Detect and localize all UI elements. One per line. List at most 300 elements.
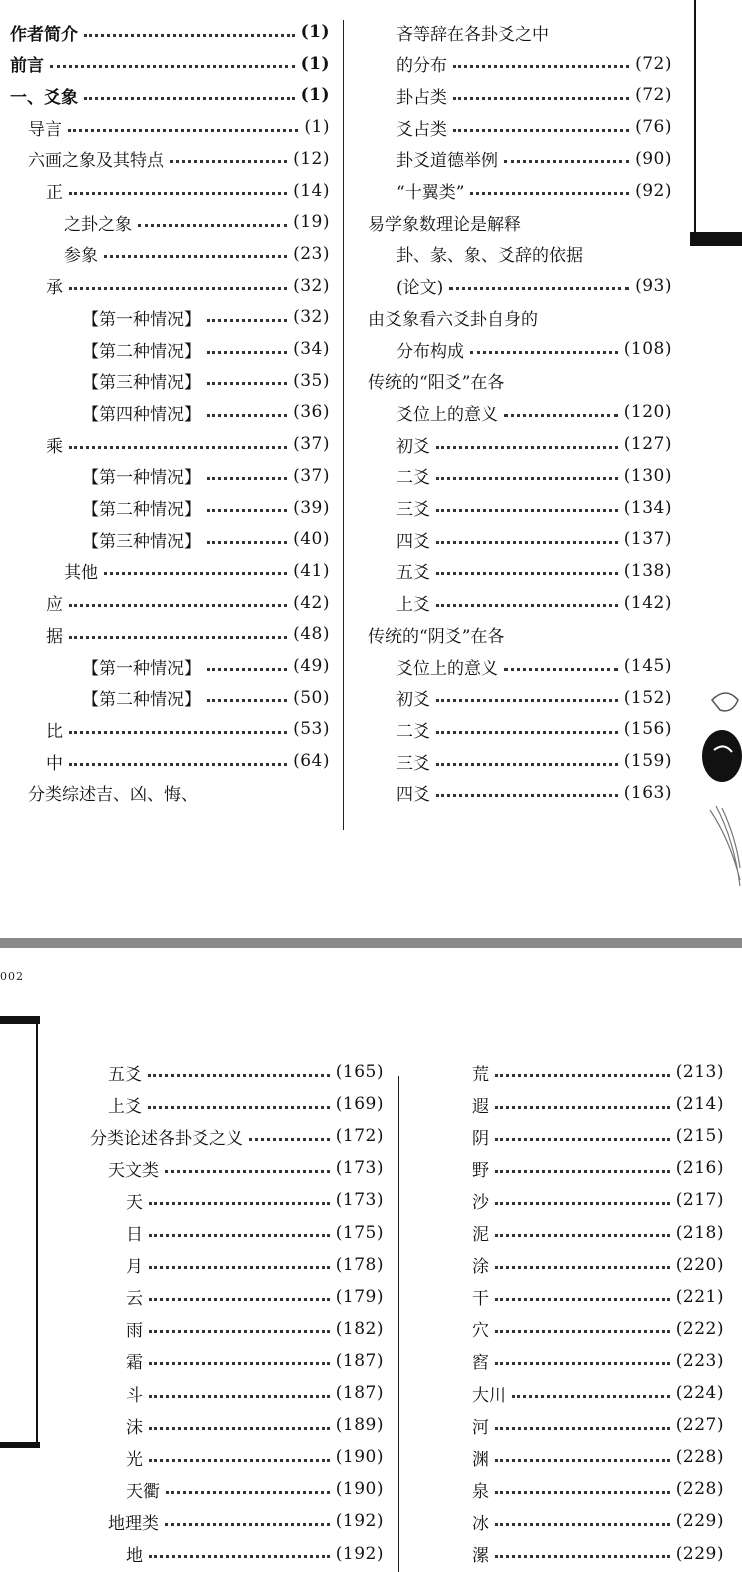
toc-entry: [82, 650, 330, 682]
toc-entry: [396, 270, 672, 302]
toc-dot-leader: [207, 319, 287, 322]
toc-entry-page: (42): [293, 592, 330, 613]
toc-entry: [46, 713, 330, 745]
toc-dot-leader: [495, 1298, 670, 1301]
toc-entry-title: 【第四种情况】: [82, 404, 201, 425]
toc-entry-page: (137): [623, 529, 672, 550]
toc-entry-title: 漯: [472, 1546, 489, 1566]
toc-entry-title: 沫: [126, 1417, 143, 1438]
toc-entry-title: 四爻: [396, 531, 430, 552]
toc-entry: [10, 16, 330, 48]
toc-entry: [46, 618, 330, 650]
toc-dot-leader: [84, 34, 295, 37]
toc-entry-page: (108): [623, 339, 672, 359]
toc-entry-page: (216): [675, 1158, 724, 1179]
toc-entry-title: 据: [46, 626, 63, 647]
toc-entry: [64, 555, 330, 587]
toc-dot-leader: [436, 541, 618, 544]
toc-dot-leader: [50, 65, 295, 68]
toc-dot-leader: [69, 731, 287, 734]
toc-entry-title: 【第二种情况】: [82, 690, 201, 711]
toc-dot-leader: [148, 1106, 330, 1109]
toc-entry: [46, 270, 330, 302]
toc-entry-title: 由爻象看六爻卦自身的: [368, 309, 538, 330]
toc-dot-leader: [84, 97, 295, 100]
toc-dot-leader: [453, 97, 629, 100]
toc-dot-leader: [207, 541, 287, 544]
toc-entry-page: (156): [623, 719, 672, 740]
toc-entry-title: 霜: [126, 1353, 143, 1374]
toc-dot-leader: [207, 414, 287, 417]
toc-entry-page: (173): [335, 1190, 384, 1211]
toc-entry: [10, 79, 330, 111]
toc-entry-page: (90): [635, 148, 672, 169]
toc-entry-page: (165): [335, 1062, 384, 1082]
toc-entry-title: 大川: [472, 1385, 506, 1406]
toc-entry-title: 一、爻象: [10, 87, 78, 108]
toc-dot-leader: [495, 1555, 670, 1558]
toc-entry: [10, 48, 330, 80]
toc-entry-page: (190): [335, 1479, 384, 1500]
toc-entry: [472, 1120, 724, 1152]
toc-dot-leader: [165, 1170, 330, 1173]
toc-dot-leader: [495, 1330, 670, 1333]
toc-entry: [396, 555, 672, 587]
toc-entry-title: 三爻: [396, 500, 430, 520]
toc-dot-leader: [436, 446, 618, 449]
toc-entry-title: 二爻: [396, 468, 430, 489]
toc-entry-title: 【第一种情况】: [82, 658, 201, 679]
toc-dot-leader: [495, 1106, 670, 1109]
toc-entry-title: 卦爻道德举例: [396, 151, 498, 172]
toc-entry-page: (32): [293, 275, 330, 296]
toc-entry-page: (39): [293, 497, 330, 518]
toc-entry-title: 野: [472, 1160, 489, 1181]
toc-entry-title: 中: [46, 753, 63, 774]
toc-entry-page: (221): [675, 1286, 724, 1307]
toc-entry-title: 【第三种情况】: [82, 373, 201, 394]
toc-entry-page: (229): [675, 1511, 724, 1532]
toc-entry-page: (23): [293, 243, 330, 264]
toc-dot-leader: [166, 1491, 330, 1494]
toc-entry-page: (72): [635, 53, 672, 74]
toc-entry-page: (36): [293, 402, 330, 423]
toc-dot-leader: [495, 1202, 670, 1205]
toc-entry: [472, 1056, 724, 1088]
toc-entry-title: 四爻: [396, 785, 430, 806]
toc-entry-title: (论文): [396, 278, 444, 299]
toc-entry-page: (173): [335, 1158, 384, 1179]
toc-entry-page: (192): [335, 1511, 384, 1532]
toc-entry: [126, 1473, 384, 1505]
toc-entry: [82, 492, 330, 524]
toc-dot-leader: [207, 351, 287, 354]
toc-entry: [472, 1281, 724, 1313]
toc-entry-title: 天衢: [126, 1481, 160, 1502]
toc-entry-page: (229): [675, 1543, 724, 1564]
toc-entry: [472, 1249, 724, 1281]
toc-entry: [126, 1538, 384, 1570]
toc-dot-leader: [149, 1395, 330, 1398]
toc-entry-page: (159): [623, 751, 672, 772]
toc-entry-title: 涂: [472, 1257, 489, 1278]
toc-dot-leader: [470, 192, 629, 195]
toc-entry: [64, 206, 330, 238]
toc-dot-leader: [68, 129, 298, 132]
toc-dot-leader: [453, 65, 629, 68]
side-frame-top: [0, 1016, 40, 1024]
toc-entry-page: (218): [675, 1222, 724, 1243]
toc-dot-leader: [148, 1074, 330, 1077]
toc-entry-title: 荒: [472, 1064, 489, 1085]
toc-dot-leader: [495, 1523, 670, 1526]
toc-entry: [472, 1088, 724, 1120]
toc-entry: [108, 1056, 384, 1088]
toc-entry-title: 其他: [64, 563, 98, 584]
toc-dot-leader: [249, 1138, 330, 1141]
toc-entry-page: (172): [335, 1126, 384, 1147]
toc-entry-title: 传统的“阴爻”在各: [368, 626, 505, 647]
toc-entry: [396, 650, 672, 682]
toc-entry: [396, 333, 672, 365]
toc-entry: [82, 365, 330, 397]
toc-entry-page: (152): [623, 687, 672, 708]
toc-entry-title: 导言: [28, 119, 62, 140]
side-frame-left: [36, 1016, 38, 1446]
ornament-image: [700, 680, 742, 900]
toc-entry-title: 初爻: [396, 436, 430, 457]
toc-entry-page: (175): [335, 1222, 384, 1243]
toc-dot-leader: [149, 1427, 330, 1430]
toc-entry: [82, 301, 330, 333]
toc-entry-title: 天: [126, 1192, 143, 1213]
toc-entry-page: (92): [635, 180, 672, 201]
toc-entry: [396, 16, 672, 48]
toc-entry-title: 爻占类: [396, 119, 447, 140]
column-divider: [398, 1076, 399, 1572]
toc-entry: [396, 777, 672, 809]
toc-entry-page: (142): [623, 592, 672, 613]
toc-entry-title: 二爻: [396, 721, 430, 742]
toc-entry-title: 窞: [472, 1353, 489, 1374]
toc-entry-title: 地: [126, 1546, 143, 1566]
toc-entry-page: (192): [335, 1543, 384, 1564]
toc-entry-title: 初爻: [396, 690, 430, 711]
toc-entry: [472, 1473, 724, 1505]
toc-entry: [108, 1088, 384, 1120]
toc-dot-leader: [495, 1427, 670, 1430]
toc-entry: [368, 206, 672, 238]
toc-entry-page: (178): [335, 1254, 384, 1275]
toc-entry: [46, 745, 330, 777]
toc-entry: [472, 1313, 724, 1345]
toc-entry-title: 干: [472, 1289, 489, 1310]
toc-dot-leader: [495, 1491, 670, 1494]
toc-entry: [82, 396, 330, 428]
toc-entry: [396, 143, 672, 175]
toc-dot-leader: [69, 192, 287, 195]
toc-entry-page: (120): [623, 402, 672, 423]
toc-entry-title: 月: [126, 1257, 143, 1278]
toc-entry-title: 分类综述吉、凶、悔、: [28, 785, 198, 806]
toc-dot-leader: [149, 1266, 330, 1269]
toc-dot-leader: [495, 1074, 670, 1077]
toc-entry: [396, 492, 672, 524]
toc-entry: [108, 1152, 384, 1184]
toc-entry-title: 五爻: [108, 1064, 142, 1085]
toc-entry: [396, 175, 672, 207]
toc-entry: [396, 713, 672, 745]
toc-entry-page: (127): [623, 434, 672, 455]
toc-entry-page: (41): [293, 560, 330, 581]
toc-entry: [472, 1441, 724, 1473]
toc-entry: [396, 523, 672, 555]
toc-entry-page: (187): [335, 1350, 384, 1371]
toc-entry-title: 冰: [472, 1513, 489, 1534]
toc-entry-title: 河: [472, 1417, 489, 1438]
toc-entry-title: 上爻: [108, 1096, 142, 1117]
toc-entry-title: 天文类: [108, 1160, 159, 1181]
toc-entry-title: “十翼类”: [396, 183, 465, 203]
toc-dot-leader: [436, 794, 618, 797]
side-tab-marker: [690, 232, 742, 246]
toc-dot-leader: [453, 129, 629, 132]
toc-entry: [126, 1345, 384, 1377]
toc-entry-title: 三爻: [396, 753, 430, 774]
toc-entry-page: (138): [623, 560, 672, 581]
toc-entry-title: 比: [46, 721, 63, 742]
toc-dot-leader: [165, 1523, 330, 1526]
toc-entry-page: (145): [623, 656, 672, 676]
page-divider: [0, 938, 742, 948]
toc-dot-leader: [149, 1362, 330, 1365]
toc-entry-page: (134): [623, 497, 672, 518]
toc-entry: [396, 460, 672, 492]
toc-entry-page: (190): [335, 1447, 384, 1468]
toc-entry: [396, 396, 672, 428]
toc-dot-leader: [495, 1459, 670, 1462]
toc-entry-page: (214): [675, 1094, 724, 1115]
toc-entry-page: (37): [293, 465, 330, 486]
toc-dot-leader: [495, 1362, 670, 1365]
toc-entry: [396, 682, 672, 714]
toc-entry: [28, 111, 330, 143]
toc-entry: [82, 460, 330, 492]
toc-entry: [472, 1345, 724, 1377]
side-frame-right: [694, 0, 696, 232]
toc-entry-title: 【第一种情况】: [82, 309, 201, 330]
toc-entry-title: 前言: [10, 56, 44, 77]
toc-entry-title: 卦占类: [396, 87, 447, 108]
toc-entry-title: 阴: [472, 1128, 489, 1149]
toc-entry-title: 卦、彖、象、爻辞的依据: [396, 246, 583, 267]
toc-entry-title: 【第二种情况】: [82, 500, 201, 520]
toc-entry-page: (223): [675, 1350, 724, 1371]
toc-entry-title: 传统的“阳爻”在各: [368, 373, 505, 394]
toc-entry: [368, 301, 672, 333]
toc-entry: [82, 333, 330, 365]
toc-entry: [108, 1505, 384, 1537]
toc-entry-title: 应: [46, 595, 63, 616]
toc-dot-leader: [512, 1395, 670, 1398]
toc-dot-leader: [436, 572, 618, 575]
toc-entry-page: (217): [675, 1190, 724, 1211]
toc-dot-leader: [149, 1234, 330, 1237]
toc-entry-title: 斗: [126, 1385, 143, 1406]
toc-entry: [126, 1249, 384, 1281]
toc-entry-page: (76): [635, 117, 672, 138]
toc-entry-title: 泉: [472, 1481, 489, 1502]
toc-entry: [472, 1377, 724, 1409]
toc-entry-title: 爻位上的意义: [396, 404, 498, 425]
toc-entry-page: (35): [293, 370, 330, 391]
toc-entry-title: 地理类: [108, 1513, 159, 1534]
toc-entry: [126, 1409, 384, 1441]
toc-entry: [472, 1409, 724, 1441]
toc-dot-leader: [495, 1170, 670, 1173]
toc-entry-page: (213): [675, 1062, 724, 1082]
toc-entry-title: 吝等辞在各卦爻之中: [396, 24, 549, 45]
toc-entry: [396, 587, 672, 619]
toc-dot-leader: [504, 414, 618, 417]
toc-dot-leader: [436, 604, 618, 607]
toc-entry: [396, 48, 672, 80]
toc-entry: [64, 238, 330, 270]
toc-dot-leader: [149, 1202, 330, 1205]
toc-entry-title: 分类论述各卦爻之义: [90, 1128, 243, 1149]
toc-entry-title: 【第三种情况】: [82, 531, 201, 552]
toc-dot-leader: [69, 287, 287, 290]
toc-dot-leader: [149, 1330, 330, 1333]
toc-dot-leader: [207, 668, 287, 671]
toc-entry-title: 沙: [472, 1192, 489, 1213]
toc-entry-page: (189): [335, 1415, 384, 1436]
toc-entry: [46, 428, 330, 460]
toc-dot-leader: [104, 572, 287, 575]
toc-entry: [472, 1152, 724, 1184]
toc-entry: [472, 1184, 724, 1216]
toc-entry-page: (1): [300, 53, 330, 74]
toc-entry: [28, 777, 330, 809]
toc-dot-leader: [170, 160, 287, 163]
toc-entry-page: (228): [675, 1479, 724, 1500]
column-divider: [343, 20, 344, 830]
toc-entry: [368, 365, 672, 397]
toc-entry: [46, 175, 330, 207]
toc-entry-page: (227): [675, 1415, 724, 1436]
toc-dot-leader: [436, 509, 618, 512]
toc-entry-title: 正: [46, 183, 63, 203]
toc-entry: [396, 238, 672, 270]
toc-entry-page: (50): [293, 687, 330, 708]
toc-dot-leader: [495, 1266, 670, 1269]
toc-entry-title: 渊: [472, 1449, 489, 1470]
toc-entry-page: (49): [293, 656, 330, 676]
toc-entry-page: (220): [675, 1254, 724, 1275]
toc-entry-page: (215): [675, 1126, 724, 1147]
toc-entry-page: (169): [335, 1094, 384, 1115]
toc-entry-title: 六画之象及其特点: [28, 151, 164, 172]
toc-entry-page: (179): [335, 1286, 384, 1307]
toc-dot-leader: [504, 160, 629, 163]
toc-dot-leader: [69, 636, 287, 639]
toc-entry: [472, 1217, 724, 1249]
toc-entry-title: 泥: [472, 1225, 489, 1245]
toc-dot-leader: [504, 668, 618, 671]
toc-entry-page: (34): [293, 339, 330, 359]
toc-entry-page: (12): [293, 148, 330, 169]
toc-entry-page: (187): [335, 1383, 384, 1403]
toc-entry: [126, 1313, 384, 1345]
toc-entry-page: (14): [293, 180, 330, 201]
toc-entry-title: 五爻: [396, 563, 430, 584]
toc-entry-title: 云: [126, 1289, 143, 1310]
toc-dot-leader: [495, 1234, 670, 1237]
toc-entry-page: (163): [623, 782, 672, 803]
toc-entry: [126, 1281, 384, 1313]
toc-dot-leader: [104, 255, 287, 258]
toc-dot-leader: [69, 604, 287, 607]
toc-dot-leader: [149, 1459, 330, 1462]
toc-entry-title: 光: [126, 1449, 143, 1470]
toc-entry-page: (72): [635, 85, 672, 106]
toc-entry: [90, 1120, 384, 1152]
toc-entry-title: 爻位上的意义: [396, 658, 498, 679]
toc-entry-page: (64): [293, 751, 330, 772]
toc-dot-leader: [436, 731, 618, 734]
toc-entry-title: 分布构成: [396, 341, 464, 362]
toc-dot-leader: [495, 1138, 670, 1141]
toc-entry: [472, 1538, 724, 1570]
toc-entry-page: (37): [293, 434, 330, 455]
toc-entry-page: (40): [293, 529, 330, 550]
toc-entry: [28, 143, 330, 175]
toc-dot-leader: [436, 477, 618, 480]
toc-entry: [396, 428, 672, 460]
page-number: 002: [0, 970, 24, 983]
toc-dot-leader: [207, 477, 287, 480]
toc-entry: [126, 1184, 384, 1216]
toc-dot-leader: [436, 763, 618, 766]
toc-dot-leader: [449, 287, 629, 290]
toc-dot-leader: [207, 382, 287, 385]
toc-entry-title: 乘: [46, 436, 63, 457]
toc-entry: [82, 682, 330, 714]
toc-entry-title: 作者简介: [10, 24, 78, 45]
toc-dot-leader: [207, 509, 287, 512]
toc-entry: [368, 618, 672, 650]
toc-entry-page: (53): [293, 719, 330, 740]
toc-entry-title: 易学象数理论是解释: [368, 214, 521, 235]
toc-entry: [126, 1441, 384, 1473]
toc-entry-title: 承: [46, 278, 63, 299]
toc-entry: [396, 79, 672, 111]
toc-entry-page: (48): [293, 624, 330, 645]
toc-entry-page: (1): [300, 22, 330, 42]
toc-dot-leader: [470, 351, 618, 354]
toc-entry-page: (130): [623, 465, 672, 486]
toc-entry-page: (32): [293, 307, 330, 328]
toc-entry-page: (224): [675, 1383, 724, 1403]
toc-entry: [46, 587, 330, 619]
toc-dot-leader: [69, 446, 287, 449]
toc-dot-leader: [436, 699, 618, 702]
toc-entry-page: (1): [300, 85, 330, 106]
toc-dot-leader: [138, 224, 287, 227]
toc-entry-page: (228): [675, 1447, 724, 1468]
toc-entry: [472, 1505, 724, 1537]
toc-entry: [82, 523, 330, 555]
